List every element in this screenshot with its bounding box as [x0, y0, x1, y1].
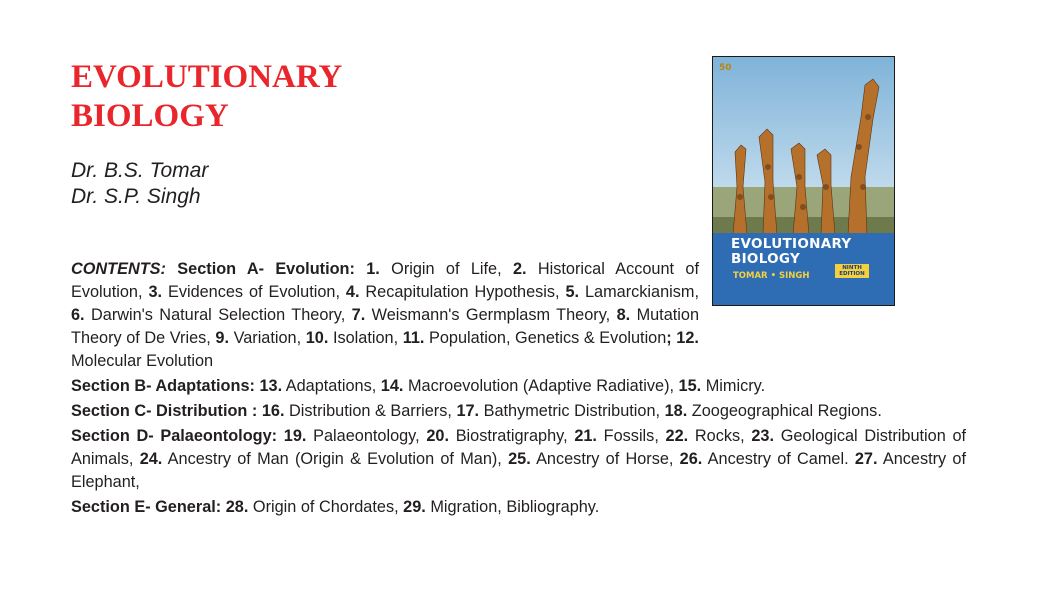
section-c-heading: Section C- Distribution :: [71, 402, 258, 420]
section-b-heading: Section B- Adaptations:: [71, 377, 255, 395]
item-text: Historical Account of Evolution,: [71, 260, 699, 301]
item-number: 14.: [380, 377, 404, 395]
item-text: Biostratigraphy,: [455, 427, 568, 445]
contents-section: [71, 258, 966, 519]
item-text: Evidences of Evolution,: [167, 283, 340, 301]
item-number: 20.: [426, 427, 449, 445]
item-number: 22.: [665, 427, 689, 445]
item-text: Molecular Evolution: [71, 352, 214, 370]
item-text: Darwin's Natural Selection Theory,: [91, 306, 346, 324]
section-e-heading: Section E- General:: [71, 498, 222, 516]
item-number: 21.: [574, 427, 597, 445]
item-text: Weismann's Germplasm Theory,: [371, 306, 611, 324]
author-2: Dr. S.P. Singh: [71, 185, 201, 208]
bibliography-text: Bibliography.: [506, 498, 600, 516]
contents-label: CONTENTS:: [71, 260, 166, 278]
item-number: 6.: [71, 306, 85, 324]
item-text: Fossils,: [603, 427, 659, 445]
item-text: Variation,: [233, 329, 302, 347]
section-d-paragraph: [71, 425, 966, 494]
section-c-paragraph: [71, 400, 966, 423]
item-text: Geological Distribution of Animals,: [71, 427, 967, 468]
item-number: 18.: [664, 402, 688, 420]
item-number: 8.: [616, 306, 631, 324]
item-number: 5.: [565, 283, 580, 301]
item-text: Bathymetric Distribution,: [483, 402, 661, 420]
item-number: 11.: [402, 329, 425, 347]
title-line-1: EVOLUTIONARY: [71, 59, 343, 95]
item-text: Rocks,: [694, 427, 745, 445]
item-text: Zoogeographical Regions.: [691, 402, 882, 420]
item-number: 28.: [225, 498, 249, 516]
item-number: 7.: [351, 306, 366, 324]
cover-title-line-1: EVOLUTIONARY: [731, 236, 852, 252]
item-number: 9.: [215, 329, 229, 347]
item-number: 2.: [512, 260, 527, 278]
item-text: Population, Genetics & Evolution: [429, 329, 667, 347]
section-e-paragraph: [71, 496, 966, 519]
cover-authors: TOMAR • SINGH: [733, 271, 810, 281]
item-number: 15.: [678, 377, 702, 395]
item-number: 4.: [345, 283, 360, 301]
item-text: Distribution & Barriers,: [289, 402, 452, 420]
section-b-paragraph: [71, 375, 966, 398]
item-text: Ancestry of Horse,: [536, 450, 674, 468]
authors: [71, 158, 208, 210]
item-number: 24.: [139, 450, 163, 468]
cover-edition-badge: NINTH EDITION: [835, 264, 869, 278]
author-1: Dr. B.S. Tomar: [71, 159, 209, 182]
item-number: 25.: [508, 450, 531, 468]
item-text: Ancestry of Elephant,: [71, 450, 967, 491]
item-number: 1.: [366, 260, 380, 278]
item-text: Migration,: [430, 498, 502, 516]
item-text: Origin of Chordates,: [252, 498, 399, 516]
item-text: Mutation Theory of De Vries,: [71, 306, 700, 347]
item-text: Macroevolution (Adaptive Radiative),: [407, 377, 675, 395]
item-number: 10.: [305, 329, 329, 347]
title-line-2: BIOLOGY: [71, 98, 229, 134]
item-text: Adaptations,: [285, 377, 377, 395]
cover-title-line-2: BIOLOGY: [731, 251, 801, 267]
item-text: Palaeontology,: [313, 427, 420, 445]
item-number: 12.: [676, 329, 699, 347]
item-text: Mimicry.: [705, 377, 766, 395]
item-number: 29.: [403, 498, 426, 516]
section-d-heading: Section D- Palaeontology:: [71, 427, 278, 445]
item-text: Lamarckianism,: [585, 283, 700, 301]
anniversary-badge: 50: [719, 63, 732, 73]
item-number: 16.: [261, 402, 285, 420]
item-number: 19.: [283, 427, 307, 445]
item-number: 26.: [679, 450, 703, 468]
page-title: [71, 58, 342, 136]
item-number: 23.: [751, 427, 774, 445]
item-number: 17.: [456, 402, 480, 420]
item-text: Origin of Life,: [391, 260, 502, 278]
section-a-heading: Section A- Evolution:: [177, 260, 355, 278]
item-text: Isolation,: [332, 329, 399, 347]
item-number: 3.: [148, 283, 163, 301]
item-text: Recapitulation Hypothesis,: [365, 283, 560, 301]
item-number: 13.: [259, 377, 283, 395]
contents-paragraph-a-part1: CONTENTS: Section A- Evolution: 1. Origin of Life, 2. Historical Account of Evolution, 3. Evidences of Evolution, 4. Recapitulation Hypothesis, 5. Lamarckianism, 6. Darwin's Natural Selection Theory, 7. Weismann's Germplasm Theory, 8. Mutation Theory of De Vries, 9. Variation, 10. Isolation, 11. Population, Genetics & Evolution; 12. Molecular Evolution: [71, 260, 700, 370]
item-text: Ancestry of Man (Origin & Evolution of Man),: [167, 450, 502, 468]
item-number: 27.: [854, 450, 878, 468]
item-text: Ancestry of Camel.: [707, 450, 849, 468]
